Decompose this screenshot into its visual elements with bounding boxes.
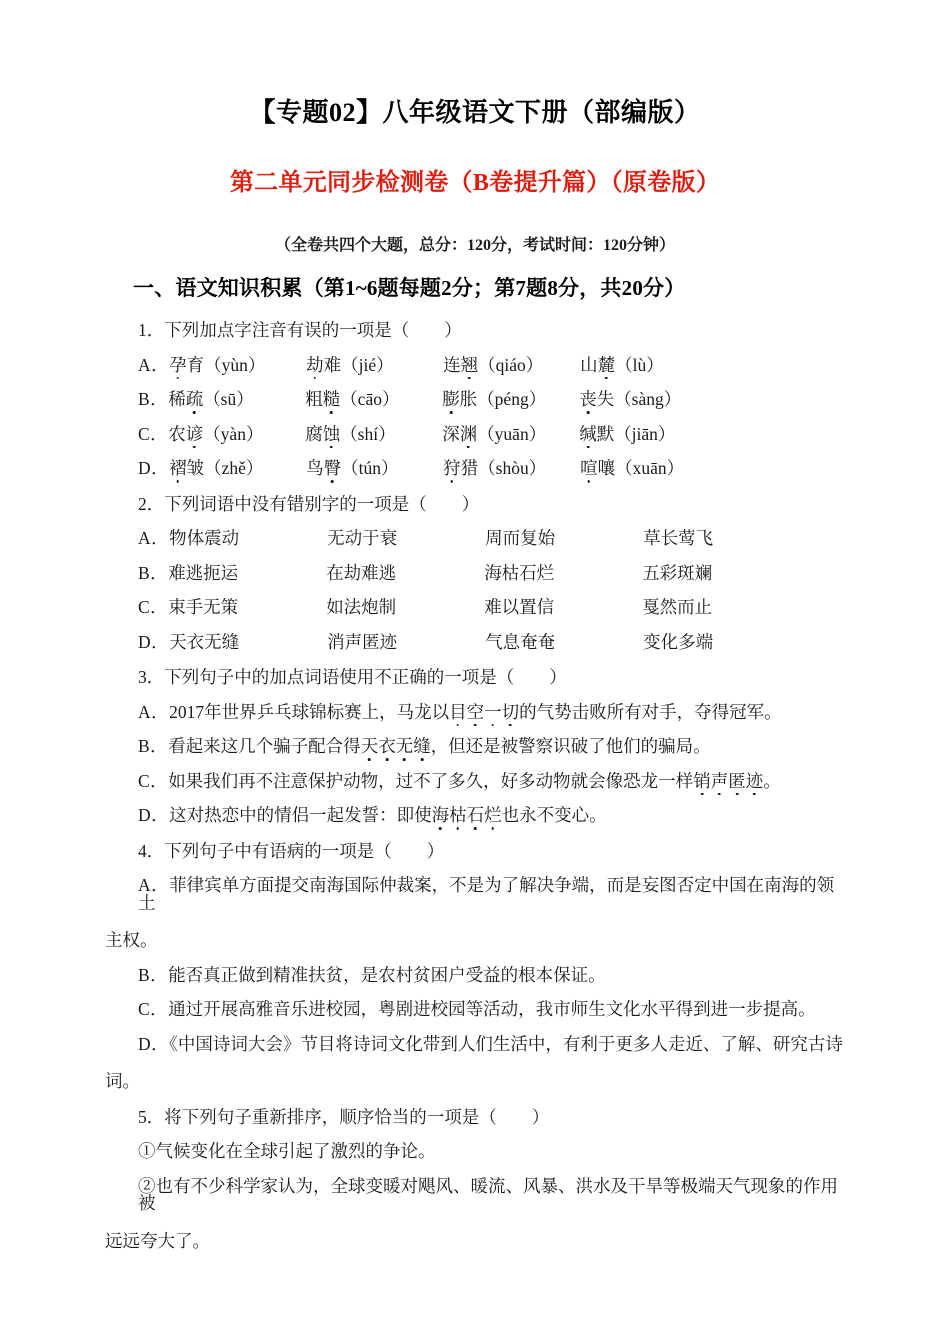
pinyin-reading: （yàn）	[203, 423, 264, 444]
pinyin-reading: （shí）	[340, 423, 396, 444]
question-1-option	[105, 443, 845, 478]
question-2-option	[105, 617, 845, 652]
pinyin-token: 连翘（qiáo）	[443, 354, 544, 375]
pinyin-token: 狩猎（shòu）	[443, 458, 547, 479]
question-4-option	[105, 1019, 845, 1091]
idiom-token: 天衣无缝	[169, 631, 240, 652]
pinyin-reading: （lù）	[615, 354, 664, 375]
idiom-token: 在劫难逃	[326, 562, 397, 583]
idiom-token: 无动于衰	[327, 528, 398, 549]
option-label: C．	[138, 999, 169, 1020]
question-5-stem: 5．将下列句子重新排序，顺序恰当的一项是（ ）	[138, 1106, 550, 1127]
idiom-token: 气息奄奄	[485, 631, 556, 652]
pinyin-token: 喧嚷（xuān）	[580, 458, 685, 479]
pinyin-reading: （sàng）	[614, 389, 682, 410]
idiom-token: 海枯石烂	[484, 562, 555, 583]
option-label: D．	[138, 631, 170, 652]
pinyin-reading: （qiáo）	[478, 354, 544, 375]
option-label: A．	[138, 875, 170, 896]
option-text: 《中国诗词大会》节目将诗词文化带到人们生活中，有利于更多人走近、了解、研究古诗	[169, 1033, 843, 1054]
idiom-token: 五彩斑斓	[642, 562, 713, 583]
pinyin-token: 孕育（yùn）	[169, 354, 266, 375]
question-2-option	[105, 513, 845, 548]
idiom-token: 草长莺飞	[643, 528, 714, 549]
option-text: 菲律宾单方面提交南海国际仲裁案，不是为了解决争端，而是妄图否定中国在南海的领土	[138, 875, 835, 913]
pinyin-token: 鸟臀（tún）	[306, 458, 399, 479]
option-text: 如果我们再不注意保护动物，过不了多久，好多动物就会像恐龙一样销声匿迹。	[168, 770, 781, 791]
question-3-option	[105, 790, 845, 825]
question-2-option	[105, 582, 845, 617]
question-1-option	[105, 374, 845, 409]
question-5-item	[105, 1161, 845, 1251]
item-text-continued: 远远夸大了。	[105, 1230, 210, 1251]
option-label: D．	[138, 458, 170, 479]
option-label: B．	[138, 389, 169, 410]
question-5-item	[105, 1126, 845, 1161]
question-5-items	[105, 1126, 845, 1250]
pinyin-token: 膨胀（péng）	[442, 389, 547, 410]
question-4-options	[105, 860, 845, 1091]
pinyin-token: 稀疏（sū）	[168, 389, 254, 410]
page-title: 【专题02】八年级语文下册（部编版）	[249, 98, 701, 127]
item-text: ①气候变化在全球引起了激烈的争论。	[138, 1141, 436, 1162]
emphasized-idiom: 销声匿迹	[693, 770, 764, 791]
pinyin-reading: （péng）	[477, 389, 547, 410]
idiom-token: 消声匿迹	[327, 631, 398, 652]
pinyin-token: 丧失（sàng）	[579, 389, 682, 410]
option-label: A．	[138, 354, 170, 375]
question-3-options	[105, 687, 845, 825]
question-1-options	[105, 340, 845, 478]
section-heading-1: 一、语文知识积累（第1~6题每题2分；第7题8分，共20分）	[133, 275, 686, 300]
idiom-token: 如法炮制	[326, 597, 397, 618]
option-label: B．	[138, 736, 169, 757]
question-2-options	[105, 513, 845, 651]
question-1-option	[105, 340, 845, 375]
option-text-continued: 词。	[105, 1071, 140, 1092]
idiom-token: 变化多端	[643, 631, 714, 652]
idiom-token: 周而复始	[485, 528, 556, 549]
pinyin-reading: （shòu）	[478, 458, 547, 479]
idiom-token: 难逃扼运	[168, 562, 239, 583]
idiom-token: 难以置信	[484, 597, 555, 618]
emphasized-idiom: 海枯石烂	[431, 805, 502, 826]
question-3-stem: 3．下列句子中的加点词语使用不正确的一项是（ ）	[138, 667, 567, 688]
question-4-option	[105, 984, 845, 1019]
item-text: ②也有不少科学家认为，全球变暖对飓风、暖流、风暴、洪水及干旱等极端天气现象的作用被	[138, 1175, 838, 1214]
pinyin-reading: （jiān）	[614, 423, 676, 444]
option-label: C．	[138, 423, 169, 444]
option-label: B．	[138, 562, 169, 583]
pinyin-token: 农谚（yàn）	[168, 423, 264, 444]
question-2-option	[105, 548, 845, 583]
option-text: 看起来这几个骗子配合得天衣无缝，但还是被警察识破了他们的骗局。	[168, 736, 711, 757]
pinyin-reading: （xuān）	[615, 458, 685, 479]
option-text: 能否真正做到精准扶贫，是农村贫困户受益的根本保证。	[168, 964, 606, 985]
question-4-option	[105, 950, 845, 985]
option-label: A．	[138, 528, 170, 549]
question-2-stem: 2．下列词语中没有错别字的一项是（ ）	[138, 493, 480, 514]
page-subtitle: 第二单元同步检测卷（B卷提升篇）（原卷版）	[229, 169, 721, 196]
option-label: C．	[138, 770, 169, 791]
option-label: A．	[138, 701, 170, 722]
option-text-continued: 主权。	[105, 930, 158, 951]
exam-meta-line: （全卷共四个大题，总分：120分，考试时间：120分钟）	[274, 236, 675, 254]
question-4-stem: 4．下列句子中有语病的一项是（ ）	[138, 840, 445, 861]
question-1-option	[105, 409, 845, 444]
pinyin-reading: （yuān）	[477, 423, 547, 444]
option-label: D．	[138, 805, 170, 826]
emphasized-idiom: 目空一切	[449, 701, 520, 722]
question-1-stem: 1．下列加点字注音有误的一项是（ ）	[138, 320, 462, 341]
pinyin-token: 山麓（lù）	[580, 354, 664, 375]
pinyin-reading: （jié）	[341, 354, 394, 375]
pinyin-token: 腐蚀（shí）	[305, 423, 396, 444]
option-label: B．	[138, 964, 169, 985]
idiom-token: 束手无策	[168, 597, 239, 618]
option-text: 通过开展高雅音乐进校园，粤剧进校园等活动，我市师生文化水平得到进一步提高。	[168, 999, 816, 1020]
pinyin-token: 深渊（yuān）	[442, 423, 547, 444]
option-text: 2017年世界乒乓球锦标赛上，马龙以目空一切的气势击败所有对手，夺得冠军。	[169, 701, 782, 722]
question-4-option	[105, 860, 845, 950]
question-3-option	[105, 687, 845, 722]
question-3-option	[105, 756, 845, 791]
pinyin-token: 褶皱（zhě）	[169, 458, 264, 479]
question-3-option	[105, 721, 845, 756]
pinyin-token: 粗糙（cāo）	[305, 389, 400, 410]
pinyin-reading: （sū）	[203, 389, 254, 410]
option-label: C．	[138, 597, 169, 618]
pinyin-token: 缄默（jiān）	[579, 423, 676, 444]
pinyin-reading: （cāo）	[340, 389, 400, 410]
pinyin-reading: （yùn）	[204, 354, 266, 375]
idiom-token: 戛然而止	[642, 597, 713, 618]
emphasized-idiom: 天衣无缝	[360, 736, 431, 757]
pinyin-reading: （zhě）	[204, 458, 264, 479]
idiom-token: 物体震动	[169, 528, 240, 549]
option-text: 这对热恋中的情侣一起发誓：即使海枯石烂也永不变心。	[169, 805, 607, 826]
option-label: D．	[138, 1033, 170, 1054]
pinyin-token: 劫难（jié）	[306, 354, 394, 375]
pinyin-reading: （tún）	[341, 458, 399, 479]
